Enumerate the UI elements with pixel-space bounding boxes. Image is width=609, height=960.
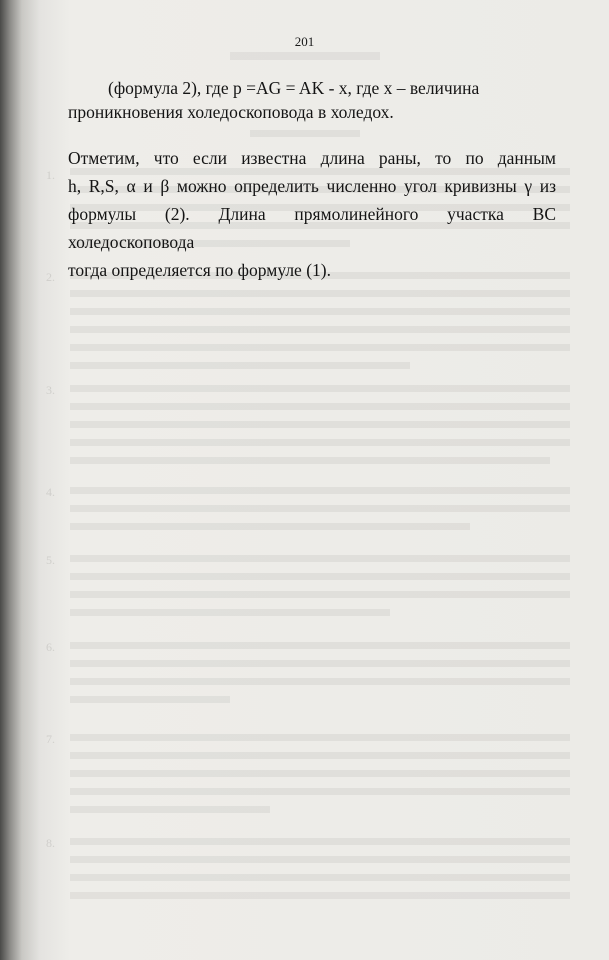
paragraph-formula-continuation	[68, 76, 556, 124]
bleedthrough-number: 3.	[46, 383, 55, 397]
bleedthrough-number: 2.	[46, 270, 55, 284]
text-line: формулы (2). Длина прямолинейного участка ВС холедоскоповода	[68, 204, 556, 252]
bleedthrough-number: 6.	[46, 640, 55, 654]
bleedthrough-number: 5.	[46, 553, 55, 567]
paragraph-curvature-angle	[68, 144, 556, 284]
text-line: (формула 2), где р =AG = AK - x, где х – величина	[108, 78, 480, 98]
bleedthrough-number: 4.	[46, 485, 55, 499]
page-number: 201	[294, 34, 315, 49]
bleedthrough-number: 1.	[46, 168, 55, 182]
text-line: проникновения холедоскоповода в холедох.	[68, 102, 394, 122]
text-line: h, R,S, α и β можно определить численно угол кривизны γ из	[68, 176, 556, 196]
text-line: Отметим, что если известна длина раны, то по данным	[68, 148, 556, 168]
text-line: тогда определяется по формуле (1).	[68, 260, 331, 280]
bleedthrough-number: 7.	[46, 732, 55, 746]
bleedthrough-number: 8.	[46, 836, 55, 850]
